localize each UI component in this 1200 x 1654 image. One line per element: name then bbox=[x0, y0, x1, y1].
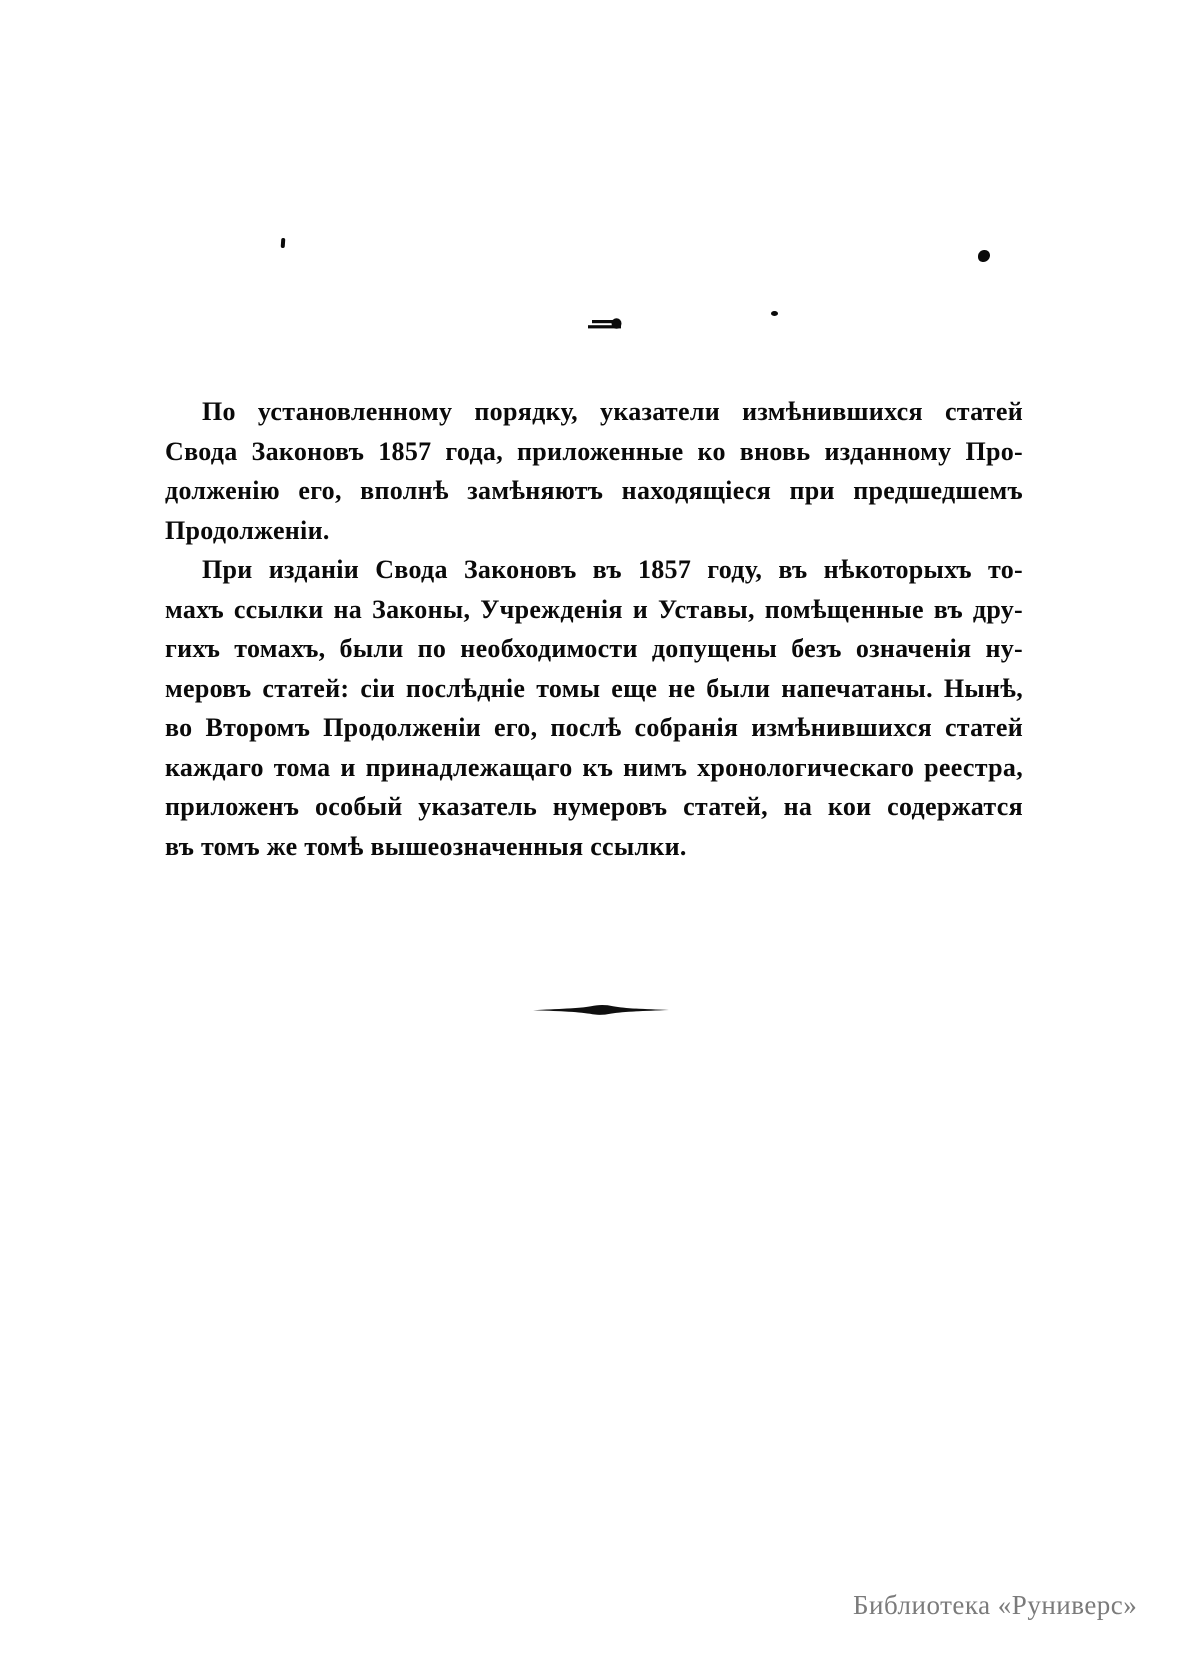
text-line: во Второмъ Продолженіи его, послѣ собранія измѣнившихся статей bbox=[165, 713, 1023, 742]
double-dash-mark-icon bbox=[588, 318, 624, 332]
body-text bbox=[165, 392, 1023, 866]
library-watermark: Библиотека «Руниверс» bbox=[853, 1590, 1138, 1620]
ink-dot-icon bbox=[771, 311, 778, 316]
ink-blot-icon bbox=[978, 250, 990, 262]
text-line: По установленному порядку, указатели измѣнившихся статей bbox=[202, 397, 1023, 426]
text-line: меровъ статей: сіи послѣдніе томы еще не были напечатаны. Нынѣ, bbox=[165, 673, 1023, 703]
text-line: Свода Законовъ 1857 года, приложенные ко вновь изданному Про- bbox=[165, 436, 1023, 466]
text-line: долженію его, вполнѣ замѣняютъ находящіеся при предшедшемъ bbox=[165, 476, 1023, 505]
text-line: въ томъ же томѣ вышеозначенныя ссылки. bbox=[165, 831, 687, 861]
text-line: приложенъ особый указатель нумеровъ статей, на кои содержатся bbox=[165, 792, 1023, 821]
section-divider-rule bbox=[533, 1003, 669, 1017]
text-line: гихъ томахъ, были по необходимости допущены безъ означенія ну- bbox=[165, 634, 1023, 663]
text-line: При изданіи Свода Законовъ въ 1857 году, въ нѣкоторыхъ то- bbox=[202, 555, 1023, 584]
text-line: каждаго тома и принадлежащаго къ нимъ хронологическаго реестра, bbox=[165, 752, 1023, 782]
text-line: Продолженіи. bbox=[165, 515, 330, 545]
text-line: махъ ссылки на Законы, Учрежденія и Уставы, помѣщенные въ дру- bbox=[165, 594, 1023, 624]
ink-speck-icon bbox=[281, 238, 286, 248]
